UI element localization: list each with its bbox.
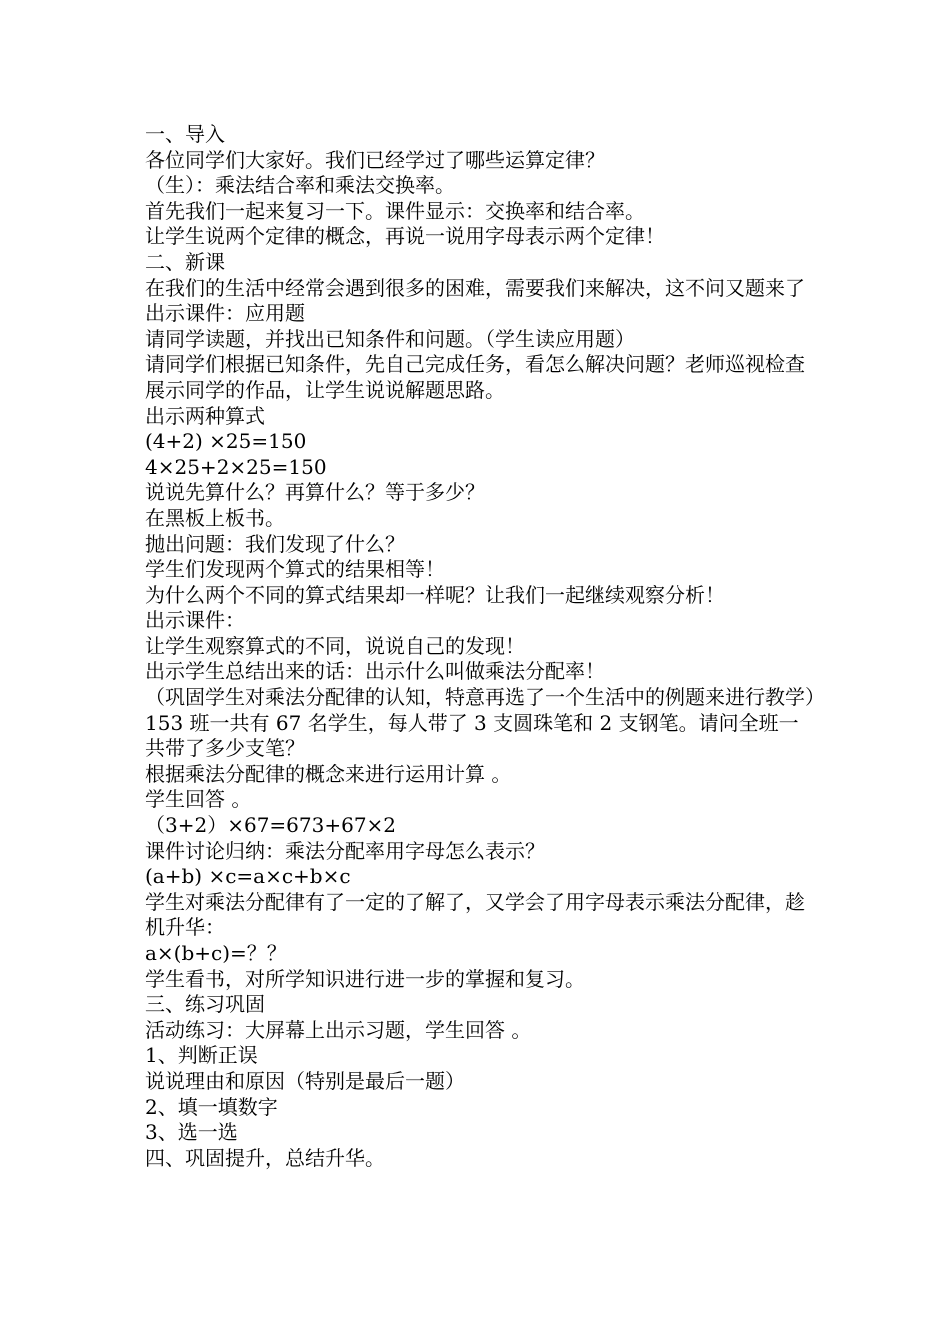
formula-line: （3+2）×67=673+67×2 xyxy=(145,813,397,838)
formula-line: (a+b) ×c=a×c+b×c xyxy=(145,864,351,889)
text-line: 学生们发现两个算式的结果相等！ xyxy=(145,557,445,582)
section-heading-summary: 四、巩固提升，总结升华。 xyxy=(145,1145,385,1170)
text-line: 抛出问题：我们发现了什么？ xyxy=(145,531,405,556)
text-line: 出示课件： xyxy=(145,608,245,633)
list-item: 2、填一填数字 xyxy=(145,1094,278,1119)
section-heading-intro: 一、导入 xyxy=(145,122,225,146)
text-line: 展示同学的作品，让学生说说解题思路。 xyxy=(145,377,505,402)
text-line: 请同学读题，并找出已知条件和问题。（学生读应用题） xyxy=(145,326,635,351)
text-line: 出示两种算式 xyxy=(145,403,265,428)
text-line: 出示学生总结出来的话：出示什么叫做乘法分配率！ xyxy=(145,659,605,684)
text-line: 学生看书，对所学知识进行进一步的掌握和复习。 xyxy=(145,966,585,991)
formula-line: (4+2) ×25=150 xyxy=(145,429,307,454)
text-line: 为什么两个不同的算式结果却一样呢？让我们一起继续观察分析！ xyxy=(145,582,725,607)
text-line: （巩固学生对乘法分配律的认知，特意再选了一个生活中的例题来进行教学） xyxy=(145,685,825,710)
document-body xyxy=(145,122,825,1171)
text-line: 说说理由和原因（特别是最后一题） xyxy=(145,1068,465,1093)
text-line: 课件讨论归纳：乘法分配率用字母怎么表示？ xyxy=(145,838,545,863)
text-line: 学生对乘法分配律有了一定的了解了，又学会了用字母表示乘法分配律，趁机升华： xyxy=(145,889,805,940)
text-line: 说说先算什么？再算什么？等于多少？ xyxy=(145,480,485,505)
text-line: 各位同学们大家好。我们已经学过了哪些运算定律？ xyxy=(145,147,605,172)
text-line: 根据乘法分配律的概念来进行运用计算 。 xyxy=(145,761,512,786)
text-line: 出示课件：应用题 xyxy=(145,301,305,326)
text-line: 153 班一共有 67 名学生，每人带了 3 支圆珠笔和 2 支钢笔。请问全班一共带了多少支笔？ xyxy=(145,710,799,761)
text-line: 学生回答 。 xyxy=(145,787,252,812)
formula-line: a×(b+c)=？？ xyxy=(145,941,287,965)
text-line: 让学生说两个定律的概念，再说一说用字母表示两个定律！ xyxy=(145,224,665,249)
formula-line: 4×25+2×25=150 xyxy=(145,454,327,479)
section-heading-new-lesson: 二、新课 xyxy=(145,249,225,274)
text-line: （生）：乘法结合率和乘法交换率。 xyxy=(145,173,455,198)
text-line: 让学生观察算式的不同，说说自己的发现！ xyxy=(145,633,525,658)
text-line: 请同学们根据已知条件，先自己完成任务，看怎么解决问题？老师巡视检查 xyxy=(145,352,805,377)
text-line: 在黑板上板书。 xyxy=(145,505,285,530)
section-heading-practice: 三、练习巩固 xyxy=(145,992,265,1017)
text-line: 在我们的生活中经常会遇到很多的困难，需要我们来解决，这不问又题来了 xyxy=(145,275,805,300)
text-line: 首先我们一起来复习一下。课件显示：交换率和结合率。 xyxy=(145,198,645,223)
list-item: 1、判断正误 xyxy=(145,1043,258,1068)
list-item: 3、选一选 xyxy=(145,1120,238,1145)
text-line: 活动练习：大屏幕上出示习题，学生回答 。 xyxy=(145,1017,532,1042)
